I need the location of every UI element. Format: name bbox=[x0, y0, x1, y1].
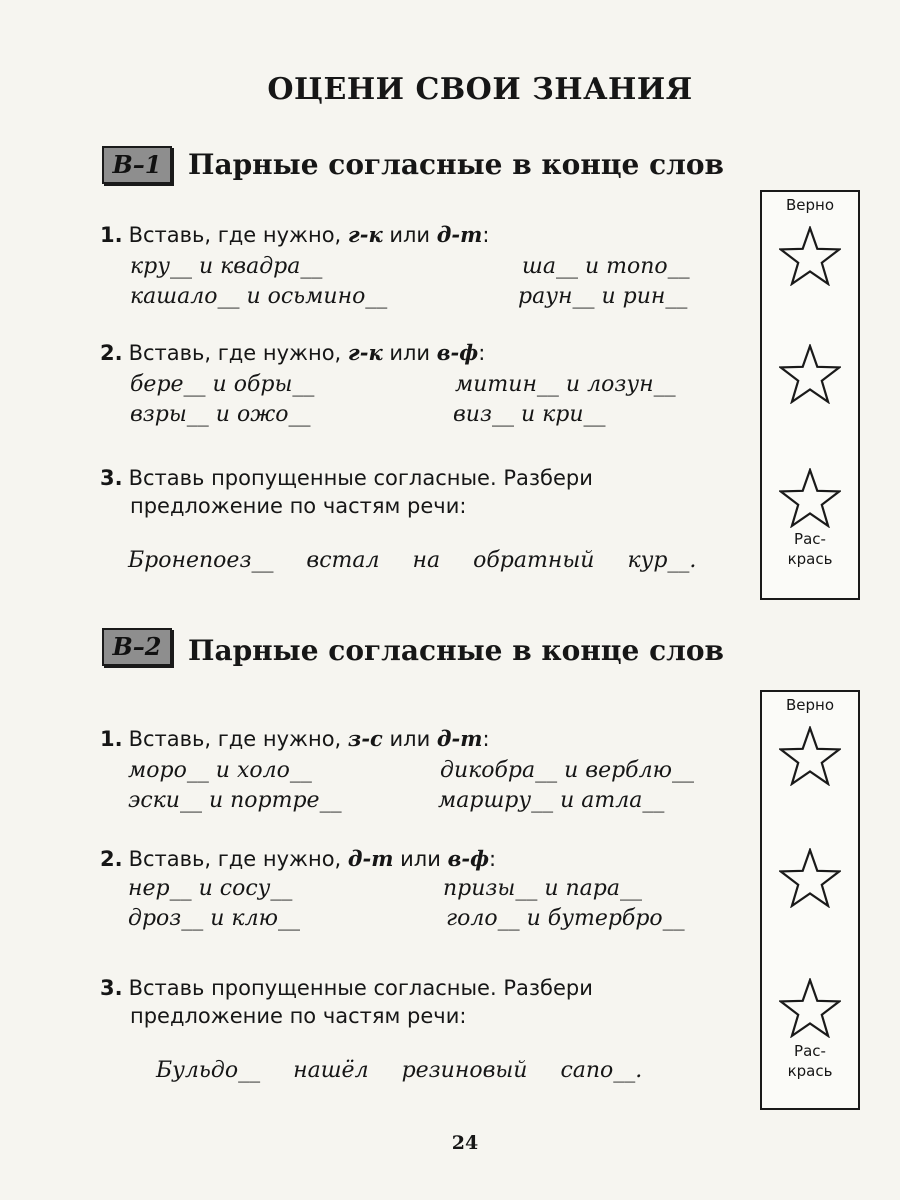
task-sentence: Бронепоез__ встал на обратный кур__. bbox=[128, 548, 697, 573]
word-pair: эски__ и портре__ bbox=[128, 788, 342, 813]
page-title: ОЦЕНИ СВОИ ЗНАНИЯ bbox=[267, 72, 693, 107]
option-a: д-т bbox=[347, 846, 394, 871]
task-number: 3. bbox=[100, 976, 123, 1000]
task-1-3 bbox=[100, 464, 752, 520]
word-pair: голо__ и бутербро__ bbox=[446, 906, 685, 931]
task-connector: или bbox=[389, 223, 431, 247]
word-pair: бере__ и обры__ bbox=[130, 372, 315, 397]
option-b: в-ф bbox=[447, 846, 490, 871]
section-title-2: Парные согласные в конце слов bbox=[188, 634, 724, 667]
option-a: г-к bbox=[347, 340, 383, 365]
correct-label: Верно bbox=[785, 696, 835, 714]
task-instruction-cont: предложение по частям речи: bbox=[130, 1004, 467, 1028]
star-outline-icon[interactable] bbox=[779, 468, 841, 528]
task-2-1 bbox=[100, 726, 490, 751]
task-instruction: Вставь пропущенные согласные. Разбери bbox=[128, 466, 593, 490]
task-instruction: Вставь, где нужно, bbox=[128, 223, 342, 247]
option-a: г-к bbox=[347, 222, 383, 247]
star-outline-icon[interactable] bbox=[779, 848, 841, 908]
task-1-1 bbox=[100, 222, 489, 247]
task-number: 1. bbox=[100, 223, 123, 247]
task-instruction-cont: предложение по частям речи: bbox=[130, 494, 467, 518]
word-pair: кашало__ и осьмино__ bbox=[130, 284, 388, 309]
word-pair: кру__ и квадра__ bbox=[130, 254, 323, 279]
task-number: 2. bbox=[100, 847, 123, 871]
task-number: 3. bbox=[100, 466, 123, 490]
word-pair: моро__ и холо__ bbox=[128, 758, 312, 783]
word-pair: раун__ и рин__ bbox=[518, 284, 688, 309]
variant-badge-2: В–2 bbox=[102, 628, 172, 666]
color-label-line1: Рас- bbox=[794, 530, 826, 548]
task-instruction: Вставь, где нужно, bbox=[128, 847, 342, 871]
color-label-line2: крась bbox=[787, 1062, 833, 1080]
option-b: в-ф bbox=[436, 340, 479, 365]
task-colon: : bbox=[489, 847, 497, 871]
color-label-line2: крась bbox=[787, 550, 833, 568]
star-outline-icon[interactable] bbox=[779, 978, 841, 1038]
star-outline-icon[interactable] bbox=[779, 726, 841, 786]
task-colon: : bbox=[478, 341, 486, 365]
section-title-1: Парные согласные в конце слов bbox=[188, 148, 724, 181]
star-outline-icon[interactable] bbox=[779, 226, 841, 286]
task-number: 2. bbox=[100, 341, 123, 365]
option-b: д-т bbox=[436, 222, 483, 247]
task-instruction: Вставь, где нужно, bbox=[128, 727, 342, 751]
word-pair: дроз__ и клю__ bbox=[128, 906, 300, 931]
word-pair: призы__ и пара__ bbox=[443, 876, 642, 901]
word-pair: виз__ и кри__ bbox=[453, 402, 606, 427]
task-number: 1. bbox=[100, 727, 123, 751]
task-connector: или bbox=[389, 727, 431, 751]
star-outline-icon[interactable] bbox=[779, 344, 841, 404]
task-colon: : bbox=[482, 223, 490, 247]
word-pair: митин__ и лозун__ bbox=[455, 372, 676, 397]
word-pair: нер__ и сосу__ bbox=[128, 876, 293, 901]
word-pair: взры__ и ожо__ bbox=[130, 402, 311, 427]
task-2-2 bbox=[100, 846, 496, 871]
task-connector: или bbox=[400, 847, 441, 871]
page-number: 24 bbox=[451, 1132, 479, 1154]
task-1-2 bbox=[100, 340, 485, 365]
option-b: д-т bbox=[436, 726, 483, 751]
score-box-1 bbox=[760, 190, 860, 600]
word-pair: дикобра__ и верблю__ bbox=[440, 758, 694, 783]
task-sentence: Бульдо__ нашёл резиновый сапо__. bbox=[156, 1058, 643, 1083]
task-connector: или bbox=[389, 341, 431, 365]
task-instruction: Вставь, где нужно, bbox=[128, 341, 342, 365]
word-pair: ша__ и топо__ bbox=[522, 254, 690, 279]
task-instruction: Вставь пропущенные согласные. Разбери bbox=[128, 976, 593, 1000]
score-box-2 bbox=[760, 690, 860, 1110]
word-pair: маршру__ и атла__ bbox=[438, 788, 665, 813]
task-colon: : bbox=[482, 727, 490, 751]
correct-label: Верно bbox=[785, 196, 835, 214]
option-a: з-с bbox=[347, 726, 383, 751]
color-label-line1: Рас- bbox=[794, 1042, 826, 1060]
variant-badge-1: В–1 bbox=[102, 146, 172, 184]
task-2-3 bbox=[100, 974, 752, 1030]
